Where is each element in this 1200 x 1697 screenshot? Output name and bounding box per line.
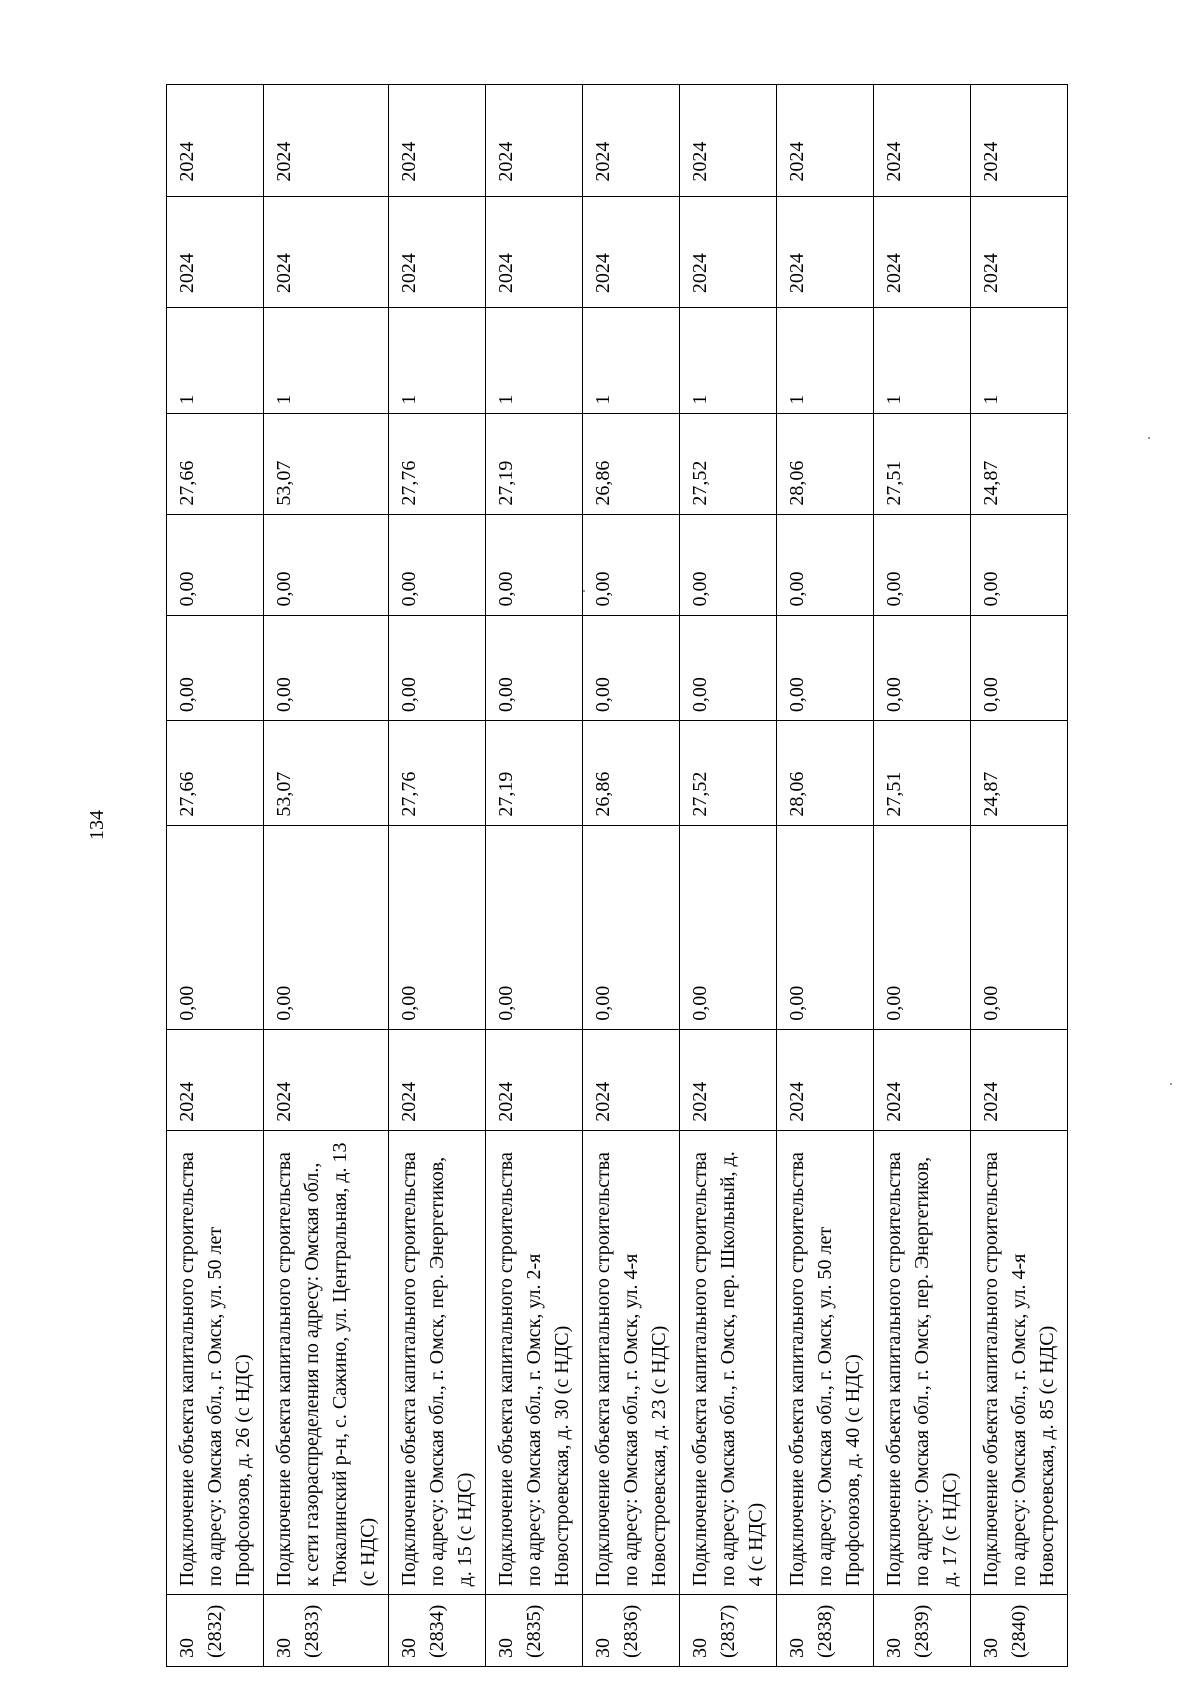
table-row (167, 85, 264, 1667)
count-cell: 1 (680, 308, 777, 414)
description-cell: Подключение объекта капитального строительства по адресу: Омская обл., г. Омск, пер. Школьный, д. 4 (с НДС) (680, 1130, 777, 1595)
value-cell-1: 0,00 (389, 825, 486, 1029)
value-cell-1: 0,00 (874, 825, 971, 1029)
description-cell: Подключение объекта капитального строительства по адресу: Омская обл., г. Омск, пер. Энергетиков, д. 15 (с НДС) (389, 1130, 486, 1595)
year-cell-a: 2024 (777, 196, 874, 307)
value-cell-5: 28,06 (777, 413, 874, 514)
scan-speck (583, 590, 585, 592)
value-cell-3: 0,00 (971, 615, 1068, 721)
table-body (167, 85, 1068, 1667)
value-cell-4: 0,00 (874, 514, 971, 615)
value-cell-2: 27,76 (389, 721, 486, 825)
value-cell-5: 24,87 (971, 413, 1068, 514)
page-number: 134 (86, 810, 108, 840)
value-cell-2: 53,07 (264, 721, 389, 825)
table-row (680, 85, 777, 1667)
value-cell-2: 27,19 (486, 721, 583, 825)
row-number-cell: 30 (2833) (264, 1595, 389, 1667)
value-cell-1: 0,00 (680, 825, 777, 1029)
value-cell-1: 0,00 (583, 825, 680, 1029)
year-cell-a: 2024 (680, 196, 777, 307)
table-row (874, 85, 971, 1667)
value-cell-4: 0,00 (971, 514, 1068, 615)
year-cell-b: 2024 (486, 85, 583, 197)
value-cell-5: 26,86 (583, 413, 680, 514)
description-cell: Подключение объекта капитального строительства по адресу: Омская обл., г. Омск, ул. 50 лет Профсоюзов, д. 40 (с НДС) (777, 1130, 874, 1595)
value-cell-3: 0,00 (680, 615, 777, 721)
year-cell-b: 2024 (167, 85, 264, 197)
value-cell-4: 0,00 (389, 514, 486, 615)
table-row (264, 85, 389, 1667)
value-cell-5: 53,07 (264, 413, 389, 514)
count-cell: 1 (167, 308, 264, 414)
row-number-cell: 30 (2840) (971, 1595, 1068, 1667)
value-cell-5: 27,19 (486, 413, 583, 514)
year-start-cell: 2024 (486, 1029, 583, 1130)
value-cell-1: 0,00 (777, 825, 874, 1029)
year-cell-b: 2024 (264, 85, 389, 197)
year-start-cell: 2024 (971, 1029, 1068, 1130)
investment-table (166, 84, 1068, 1667)
value-cell-3: 0,00 (389, 615, 486, 721)
description-cell: Подключение объекта капитального строительства к сети газораспределения по адресу: Омская обл., Тюкалинский р-н, с. Сажино, ул. Центральная, д. 13 (с НДС) (264, 1130, 389, 1595)
year-cell-a: 2024 (971, 196, 1068, 307)
year-cell-b: 2024 (874, 85, 971, 197)
year-start-cell: 2024 (680, 1029, 777, 1130)
row-number-cell: 30 (2838) (777, 1595, 874, 1667)
table-row (971, 85, 1068, 1667)
year-start-cell: 2024 (167, 1029, 264, 1130)
count-cell: 1 (389, 308, 486, 414)
year-start-cell: 2024 (874, 1029, 971, 1130)
value-cell-4: 0,00 (680, 514, 777, 615)
year-start-cell: 2024 (389, 1029, 486, 1130)
year-cell-b: 2024 (680, 85, 777, 197)
value-cell-3: 0,00 (583, 615, 680, 721)
year-start-cell: 2024 (264, 1029, 389, 1130)
value-cell-2: 26,86 (583, 721, 680, 825)
count-cell: 1 (777, 308, 874, 414)
count-cell: 1 (971, 308, 1068, 414)
description-cell: Подключение объекта капитального строительства по адресу: Омская обл., г. Омск, ул. 4-я Новостроевская, д. 23 (с НДС) (583, 1130, 680, 1595)
value-cell-5: 27,52 (680, 413, 777, 514)
count-cell: 1 (583, 308, 680, 414)
row-number-cell: 30 (2835) (486, 1595, 583, 1667)
value-cell-4: 0,00 (167, 514, 264, 615)
value-cell-3: 0,00 (486, 615, 583, 721)
year-cell-b: 2024 (389, 85, 486, 197)
description-cell: Подключение объекта капитального строительства по адресу: Омская обл., г. Омск, ул. 4-я Новостроевская, д. 85 (с НДС) (971, 1130, 1068, 1595)
value-cell-5: 27,51 (874, 413, 971, 514)
year-start-cell: 2024 (583, 1029, 680, 1130)
description-cell: Подключение объекта капитального строительства по адресу: Омская обл., г. Омск, ул. 2-я Новостроевская, д. 30 (с НДС) (486, 1130, 583, 1595)
value-cell-3: 0,00 (167, 615, 264, 721)
description-cell: Подключение объекта капитального строительства по адресу: Омская обл., г. Омск, пер. Энергетиков, д. 17 (с НДС) (874, 1130, 971, 1595)
year-cell-a: 2024 (167, 196, 264, 307)
value-cell-2: 24,87 (971, 721, 1068, 825)
value-cell-5: 27,76 (389, 413, 486, 514)
row-number-cell: 30 (2834) (389, 1595, 486, 1667)
year-cell-b: 2024 (971, 85, 1068, 197)
description-cell: Подключение объекта капитального строительства по адресу: Омская обл., г. Омск, ул. 50 лет Профсоюзов, д. 26 (с НДС) (167, 1130, 264, 1595)
row-number-cell: 30 (2837) (680, 1595, 777, 1667)
value-cell-4: 0,00 (264, 514, 389, 615)
year-start-cell: 2024 (777, 1029, 874, 1130)
scan-speck (1170, 1083, 1172, 1085)
value-cell-2: 27,52 (680, 721, 777, 825)
table-row (486, 85, 583, 1667)
value-cell-4: 0,00 (777, 514, 874, 615)
year-cell-a: 2024 (583, 196, 680, 307)
year-cell-a: 2024 (874, 196, 971, 307)
value-cell-5: 27,66 (167, 413, 264, 514)
value-cell-1: 0,00 (971, 825, 1068, 1029)
table-row (389, 85, 486, 1667)
year-cell-a: 2024 (389, 196, 486, 307)
year-cell-a: 2024 (264, 196, 389, 307)
value-cell-1: 0,00 (264, 825, 389, 1029)
value-cell-3: 0,00 (264, 615, 389, 721)
year-cell-a: 2024 (486, 196, 583, 307)
value-cell-4: 0,00 (583, 514, 680, 615)
year-cell-b: 2024 (777, 85, 874, 197)
year-cell-b: 2024 (583, 85, 680, 197)
value-cell-2: 27,51 (874, 721, 971, 825)
count-cell: 1 (486, 308, 583, 414)
row-number-cell: 30 (2832) (167, 1595, 264, 1667)
value-cell-3: 0,00 (777, 615, 874, 721)
value-cell-2: 28,06 (777, 721, 874, 825)
scan-speck (1148, 437, 1150, 439)
table-row (777, 85, 874, 1667)
value-cell-3: 0,00 (874, 615, 971, 721)
count-cell: 1 (264, 308, 389, 414)
value-cell-1: 0,00 (167, 825, 264, 1029)
row-number-cell: 30 (2836) (583, 1595, 680, 1667)
row-number-cell: 30 (2839) (874, 1595, 971, 1667)
value-cell-1: 0,00 (486, 825, 583, 1029)
table-row (583, 85, 680, 1667)
value-cell-2: 27,66 (167, 721, 264, 825)
value-cell-4: 0,00 (486, 514, 583, 615)
count-cell: 1 (874, 308, 971, 414)
